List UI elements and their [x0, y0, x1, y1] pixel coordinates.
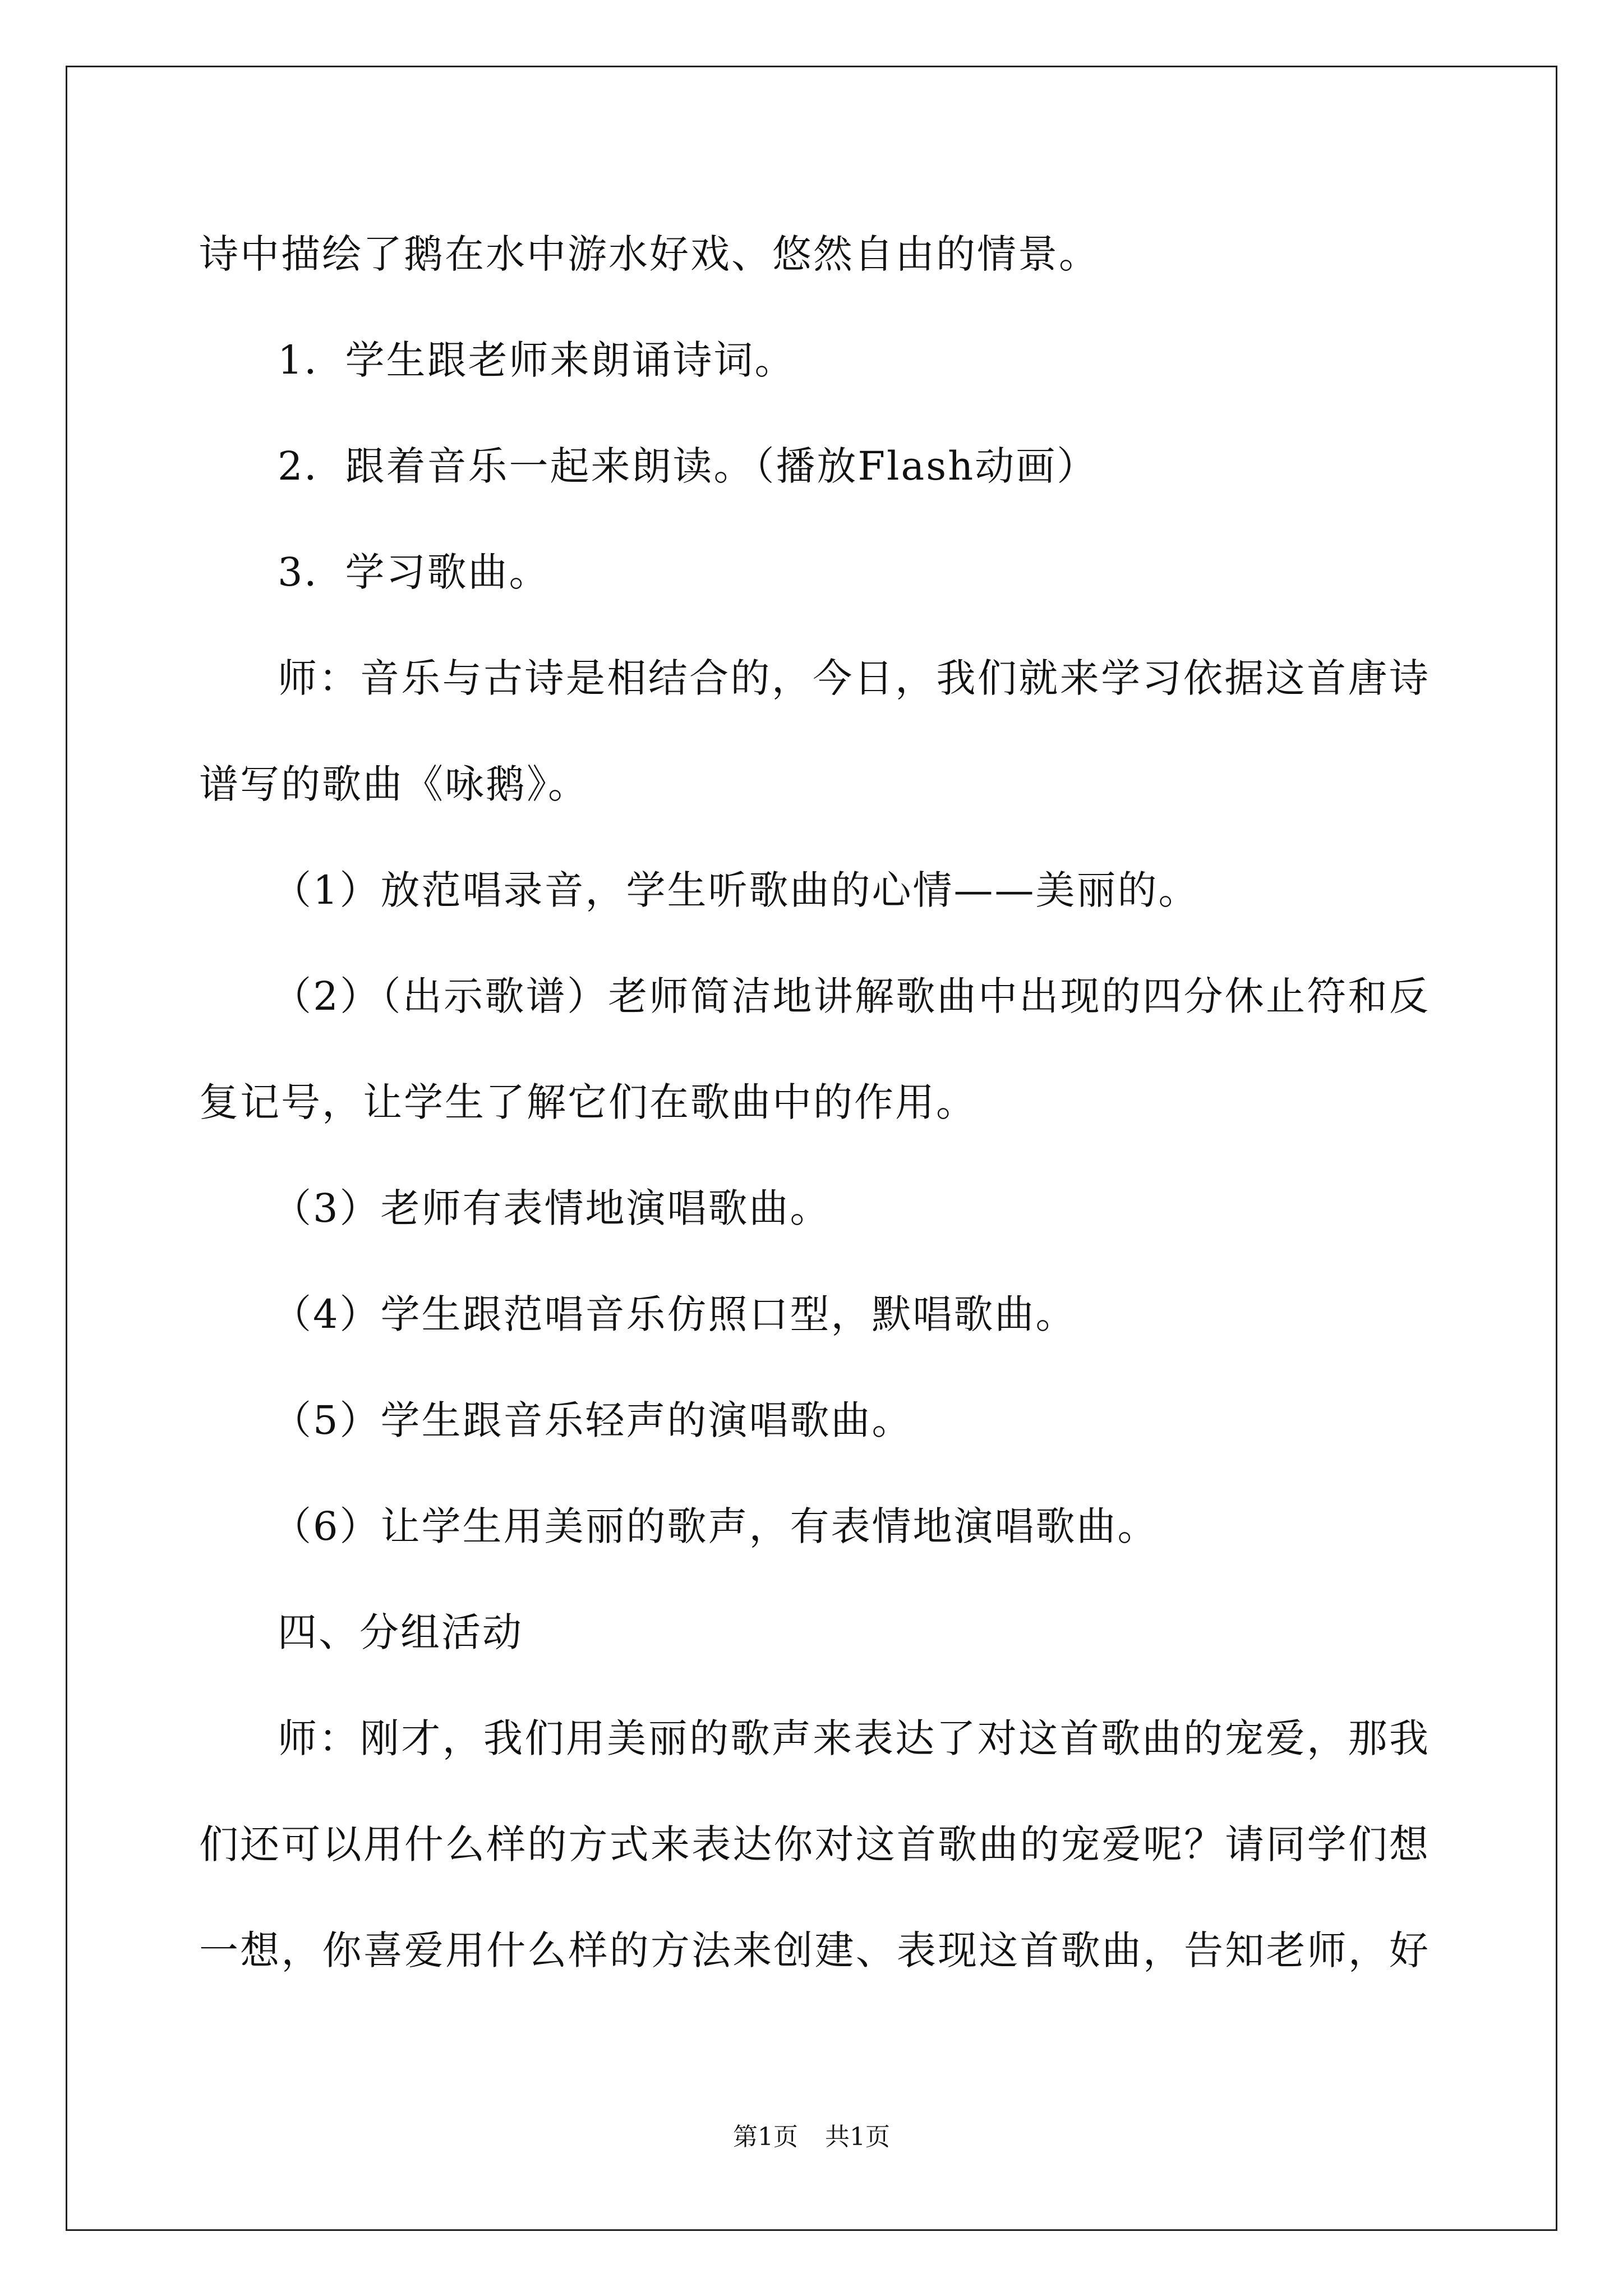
- paragraph-line: 们还可以用什么样的方式来表达你对这首歌曲的宠爱呢？请同学们想: [199, 1821, 1428, 1867]
- page-number-total: 共1页: [825, 2123, 890, 2151]
- list-item: （2）（出示歌谱）老师简洁地讲解歌曲中出现的四分休止符和反: [272, 973, 1428, 1019]
- paragraph-line: 诗中描绘了鹅在水中游水好戏、悠然自由的情景。: [199, 231, 1100, 277]
- page-footer: [0, 2120, 1623, 2154]
- list-item: 2．跟着音乐一起来朗读。（播放Flash动画）: [278, 443, 1098, 489]
- page-number-current: 第1页: [733, 2123, 798, 2151]
- list-item: 3．学习歌曲。: [278, 549, 550, 595]
- list-item: （3）老师有表情地演唱歌曲。: [272, 1185, 831, 1231]
- paragraph-line: 复记号，让学生了解它们在歌曲中的作用。: [199, 1079, 977, 1125]
- list-item: （1）放范唱录音，学生听歌曲的心情——美丽的。: [272, 867, 1200, 913]
- list-item: （4）学生跟范唱音乐仿照口型，默唱歌曲。: [272, 1291, 1077, 1337]
- paragraph-line: 师：音乐与古诗是相结合的，今日，我们就来学习依据这首唐诗: [278, 655, 1428, 701]
- list-item: （5）学生跟音乐轻声的演唱歌曲。: [272, 1397, 913, 1443]
- paragraph-line: 师：刚才，我们用美丽的歌声来表达了对这首歌曲的宠爱，那我: [278, 1715, 1428, 1761]
- paragraph-line: 一想，你喜爱用什么样的方法来创建、表现这首歌曲，告知老师，好: [199, 1927, 1428, 1973]
- section-heading: 四、分组活动: [278, 1609, 523, 1655]
- page-border: [66, 66, 1557, 2231]
- list-item: （6）让学生用美丽的歌声，有表情地演唱歌曲。: [272, 1503, 1159, 1549]
- list-item: 1．学生跟老师来朗诵诗词。: [278, 337, 796, 383]
- paragraph-line: 谱写的歌曲《咏鹅》。: [199, 761, 589, 807]
